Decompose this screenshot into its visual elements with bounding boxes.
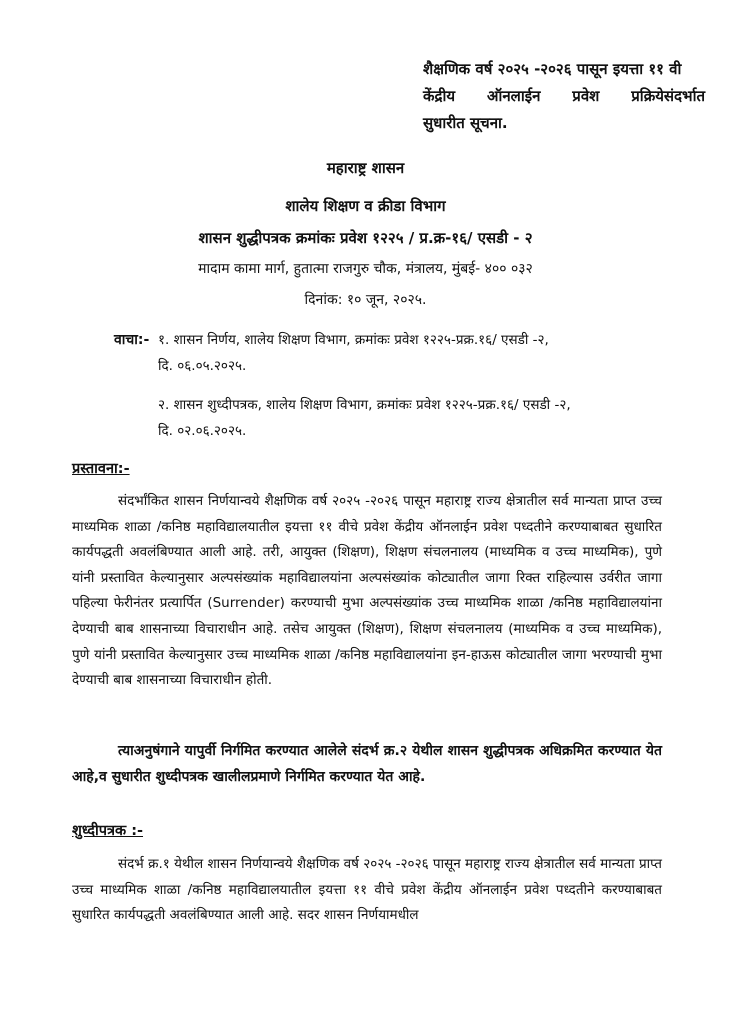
subject-line-2: केंद्रीय ऑनलाईन प्रवेश प्रक्रियेसंदर्भात <box>423 87 705 105</box>
read-label: वाचा:- <box>114 332 150 348</box>
preamble-bold-paragraph: त्याअनुषंगाने यापुर्वी निर्गमित करण्यात आलेले संदर्भ क्र.२ येथील शासन शुद्धीपत्रक अधिक्रमित करण्यात येत आहे,व सुधारीत शुध्दीपत्रक खालीलप्रमाणे निर्गमित करण्यात येत आहे. <box>72 743 662 785</box>
department-title: शालेय शिक्षण व क्रीडा विभाग <box>285 197 446 215</box>
reference-item <box>158 327 678 379</box>
reference-item-line: २. शासन शुध्दीपत्रक, शालेय शिक्षण विभाग, क्रमांकः प्रवेश १२२५-प्रक्र.१६/ एसडी -२, <box>158 397 571 413</box>
corrigendum-paragraph: संदर्भ क्र.१ येथील शासन निर्णयान्वये शैक्षणिक वर्ष २०२५ -२०२६ पासून महाराष्ट्र राज्य क्षेत्रातील सर्व मान्यता प्राप्त उच्च माध्यमिक शाळा /कनिष्ठ महाविद्यालयातील इयत्ता ११ वीचे प्रवेश केंद्रीय ऑनलाईन प्रवेश पध्दतीने करण्याबाबत सुधारित कार्यपद्धती अवलंबिण्यात आली आहे. सदर शासन निर्णयामधील <box>72 856 662 924</box>
subject-block <box>423 56 705 137</box>
address-line: मादाम कामा मार्ग, हुतात्मा राजगुरु चौक, मंत्रालय, मुंबई- ४०० ०३२ <box>198 261 533 277</box>
date-line: दिनांक: १० जून, २०२५. <box>304 292 427 308</box>
subject-line-1: शैक्षणिक वर्ष २०२५ -२०२६ पासून इयत्ता ११ वी <box>423 60 682 78</box>
reference-item-date: दि. ०६.०५.२०२५. <box>158 358 247 374</box>
reference-number: शासन शुद्धीपत्रक क्रमांकः प्रवेश १२२५ / प्र.क्र-१६/ एसडी - २ <box>198 229 533 247</box>
reference-item <box>158 392 678 444</box>
reference-item-line: १. शासन निर्णय, शालेय शिक्षण विभाग, क्रमांकः प्रवेश १२२५-प्रक्र.१६/ एसडी -२, <box>158 332 549 348</box>
preamble-heading: प्रस्तावना:- <box>72 461 130 477</box>
corrigendum-heading: शुध्दीपत्रक :- <box>72 823 144 839</box>
subject-line-3: सुधारीत सूचना. <box>423 114 508 132</box>
government-title: महाराष्ट्र शासन <box>326 159 405 177</box>
preamble-paragraph: संदर्भांकित शासन निर्णयान्वये शैक्षणिक वर्ष २०२५ -२०२६ पासून महाराष्ट्र राज्य क्षेत्रातील सर्व मान्यता प्राप्त उच्च माध्यमिक शाळा /कनिष्ठ महाविद्यालयातील इयत्ता ११ वीचे प्रवेश केंद्रीय ऑनलाईन प्रवेश पध्दतीने करण्याबाबत सुधारित कार्यपद्धती अवलंबिण्यात आली आहे. तरी, आयुक्त (शिक्षण), शिक्षण संचलनालय (माध्यमिक व उच्च माध्यमिक), पुणे यांनी प्रस्तावित केल्यानुसार अल्पसंख्यांक महाविद्यालयांना अल्पसंख्यांक कोट्यातील जागा रिक्त राहिल्यास उर्वरीत जागा पहिल्या फेरीनंतर प्रत्यार्पित (Surrender) करण्याची मुभा अल्पसंख्यांक उच्च माध्यमिक शाळा /कनिष्ठ महाविद्यालयांना देण्याची बाब शासनाच्या विचाराधीन आहे. तसेच आयुक्त (शिक्षण), शिक्षण संचलनालय (माध्यमिक व उच्च माध्यमिक), पुणे यांनी प्रस्तावित केल्यानुसार उच्च माध्यमिक शाळा /कनिष्ठ महाविद्यालयांना इन-हाऊस कोट्यातील जागा भरण्याची मुभा देण्याची बाब शासनाच्या विचाराधीन होती. <box>72 493 662 689</box>
reference-item-date: दि. ०२.०६.२०२५. <box>158 423 247 439</box>
